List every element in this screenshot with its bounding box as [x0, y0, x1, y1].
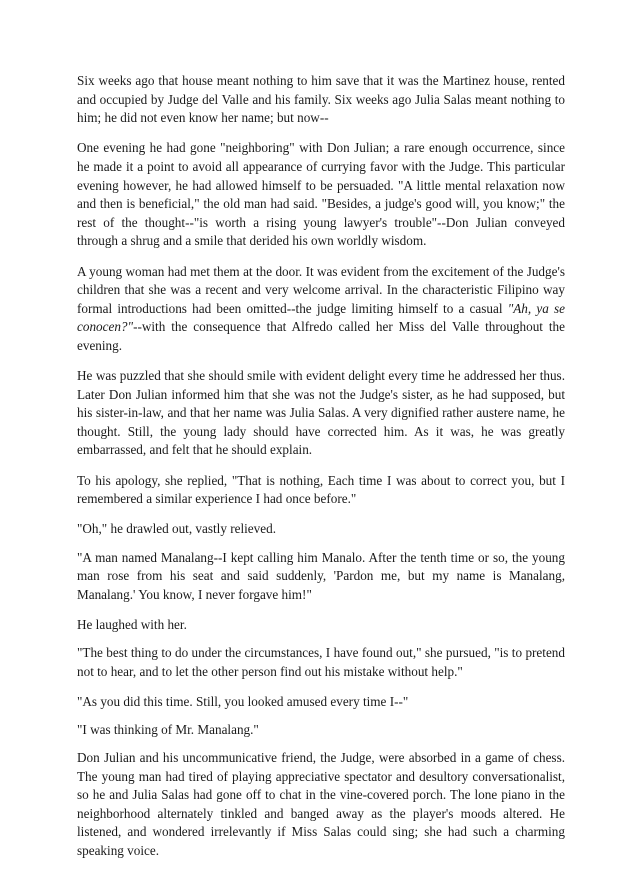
paragraph-1: Six weeks ago that house meant nothing to him save that it was the Martinez house, rented and occupied by Judge del Valle and his family. Six weeks ago Julia Salas meant nothing to him; he did not even know her name; but now-- [77, 73, 565, 126]
paragraph-5: To his apology, she replied, "That is nothing, Each time I was about to correct you, but I remembered a similar experience I had once before." [77, 472, 565, 507]
paragraph-3-text-start: A young woman had met them at the door. It was evident from the excitement of the Judge's children that she was a recent and very welcome arrival. In the characteristic Filipino way formal introductions had been omitted--the judge limiting himself to a casual [77, 263, 565, 316]
paragraph-2: One evening he had gone "neighboring" with Don Julian; a rare enough occurrence, since he made it a point to avoid all appearance of currying favor with the Judge. This particular evening however, he had allowed himself to be persuaded. "A little mental relaxation now and then is beneficial," the old man had said. "Besides, a judge's good will, you know;" the rest of the thought--"is worth a rising young lawyer's trouble"--Don Julian conveyed through a shrug and a smile that derided his own worldly wisdom. [77, 140, 565, 249]
paragraph-6: "Oh," he drawled out, vastly relieved. [77, 521, 276, 537]
paragraph-11: "I was thinking of Mr. Manalang." [77, 721, 259, 737]
paragraph-9: "The best thing to do under the circumstances, I have found out," she pursued, "is to pretend not to hear, and to let the other person find out his mistake without help." [77, 645, 565, 679]
paragraph-7: "A man named Manalang--I kept calling him Manalo. After the tenth time or so, the young man rose from his seat and said suddenly, 'Pardon me, but my name is Manalang, Manalang.' You know, I never forgave him!" [77, 549, 565, 602]
paragraph-3-text-end: --with the consequence that Alfredo called her Miss del Valle throughout the evening. [77, 319, 565, 353]
document-page [77, 72, 565, 872]
paragraph-3 [77, 263, 565, 356]
paragraph-4: He was puzzled that she should smile with evident delight every time he addressed her thus. Later Don Julian informed him that she was not the Judge's sister, as he had supposed, but his sister-in-law, and that her name was Julia Salas. A very dignified rather austere name, he thought. Still, the young lady should have corrected him. As it was, he was greatly embarrassed, and felt that he should explain. [77, 368, 565, 458]
italic-spanish-phrase: "Ah, ya se conocen?" [77, 300, 565, 335]
paragraph-8: He laughed with her. [77, 616, 187, 632]
paragraph-10: "As you did this time. Still, you looked amused every time I--" [77, 693, 409, 709]
paragraph-12: Don Julian and his uncommunicative friend, the Judge, were absorbed in a game of chess. The young man had tired of playing appreciative spectator and desultory conversationalist, so he and Julia Salas had gone off to chat in the vine-covered porch. The lone piano in the neighborhood alternately tinkled and banged away as the player's moods altered. He listened, and wondered irrelevantly if Miss Salas could sing; she had such a charming speaking voice. [77, 749, 565, 858]
